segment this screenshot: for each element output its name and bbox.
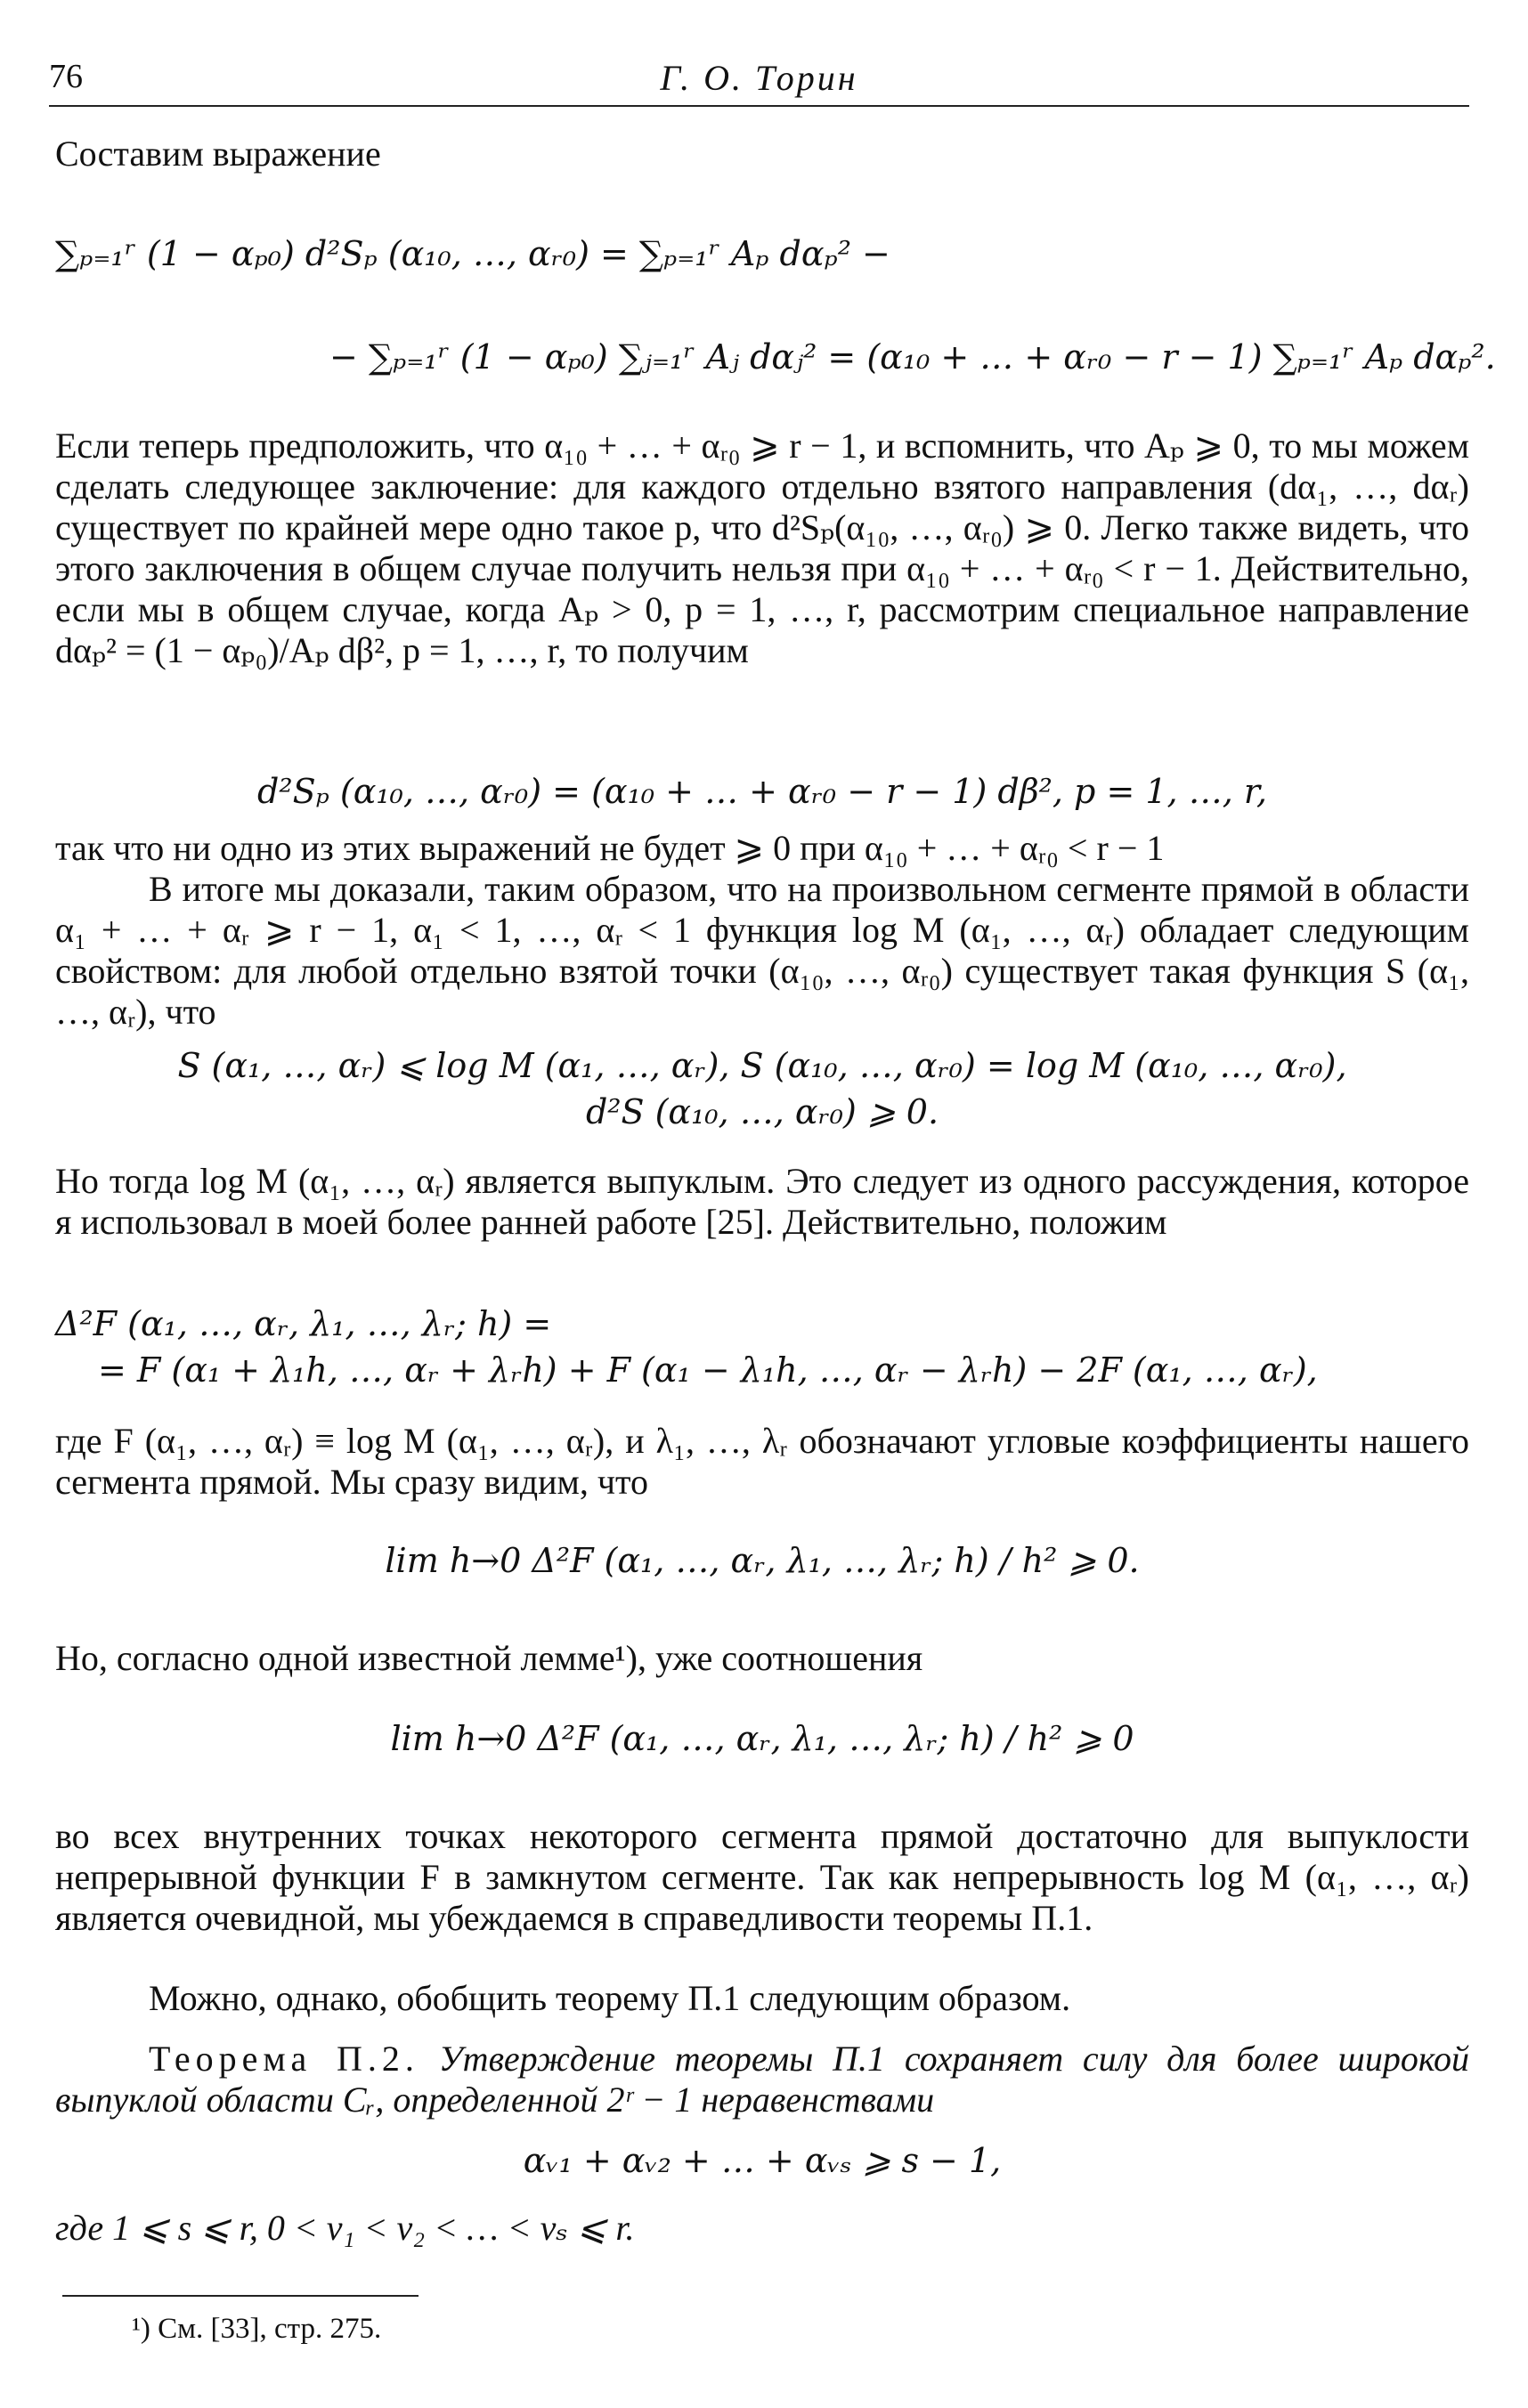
equation-2: d²Sₚ (α₁₀, …, αᵣ₀) = (α₁₀ + … + αᵣ₀ − r − 1) dβ², p = 1, …, r, [257, 772, 1267, 811]
running-title: Г. О. Торин [660, 58, 858, 98]
paragraph-8: Можно, однако, обобщить теорему П.1 следующим образом. [149, 1978, 1071, 2018]
running-header [49, 52, 1469, 107]
paragraph-5: где F (α₁, …, αᵣ) ≡ log M (α₁, …, αᵣ), и λ₁, …, λᵣ обозначают угловые коэффициенты нашего сегмента прямой. Мы сразу видим, что [55, 1421, 1469, 1502]
equation-1-line-2: − ∑ₚ₌₁ʳ (1 − αₚ₀) ∑ⱼ₌₁ʳ Aⱼ dαⱼ² = (α₁₀ + … + αᵣ₀ − r − 1) ∑ₚ₌₁ʳ Aₚ dαₚ². [329, 337, 1496, 377]
theorem-label: Теорема П.2. [149, 2039, 419, 2079]
theorem-block [55, 2039, 1469, 2120]
footnote: ¹) См. [33], стр. 275. [132, 2313, 382, 2345]
paragraph-7: во всех внутренних точках некоторого сегмента прямой достаточно для выпуклости непрерывной функции F в замкнутом сегменте. Так как непрерывность log M (α₁, …, αᵣ) является очевидной, мы убеждаемся в справедливости теоремы П.1. [55, 1816, 1469, 1938]
equation-4-line-2: = F (α₁ + λ₁h, …, αᵣ + λᵣh) + F (α₁ − λ₁h, …, αᵣ − λᵣh) − 2F (α₁, …, αᵣ), [98, 1350, 1318, 1390]
footnote-rule [62, 2295, 419, 2297]
theorem-text: Утверждение теоремы П.1 сохраняет силу для более широкой выпуклой области Cᵣ, определенной 2ʳ − 1 неравенствами [55, 2039, 1470, 2120]
paragraph-2: так что ни одно из этих выражений не будет ⩾ 0 при α₁₀ + … + αᵣ₀ < r − 1 [55, 828, 1165, 868]
paragraph-1: Если теперь предположить, что α₁₀ + … + αᵣ₀ ⩾ r − 1, и вспомнить, что Aₚ ⩾ 0, то мы можем сделать следующее заключение: для каждого отдельно взятого направления (dα₁, …, dαᵣ) существует по крайней мере одно такое p, что d²Sₚ(α₁₀, …, αᵣ₀) ⩾ 0. Легко также видеть, что этого заключения в общем случае получить нельзя при α₁₀ + … + αᵣ₀ < r − 1. Действительно, если мы в общем случае, когда Aₚ > 0, p = 1, …, r, рассмотрим специальное направление dαₚ² = (1 − αₚ₀)/Aₚ dβ², p = 1, …, r, то получим [55, 426, 1469, 670]
paragraph-6: Но, согласно одной известной лемме¹), уже соотношения [55, 1638, 923, 1678]
paragraph-9: где 1 ⩽ s ⩽ r, 0 < ν₁ < ν₂ < … < νₛ ⩽ r. [55, 2208, 635, 2248]
page-number: 76 [49, 58, 83, 95]
equation-5: lim h→0 Δ²F (α₁, …, αᵣ, λ₁, …, λᵣ; h) / h² ⩾ 0. [385, 1541, 1140, 1580]
equation-1-line-1: ∑ₚ₌₁ʳ (1 − αₚ₀) d²Sₚ (α₁₀, …, αᵣ₀) = ∑ₚ₌₁ʳ Aₚ dαₚ² − [55, 234, 890, 273]
equation-4-line-1: Δ²F (α₁, …, αᵣ, λ₁, …, λᵣ; h) = [55, 1304, 552, 1343]
equation-3-line-1: S (α₁, …, αᵣ) ⩽ log M (α₁, …, αᵣ), S (α₁₀, …, αᵣ₀) = log M (α₁₀, …, αᵣ₀), [177, 1046, 1347, 1085]
equation-3-line-2: d²S (α₁₀, …, αᵣ₀) ⩾ 0. [585, 1092, 939, 1131]
equation-6: lim h→0 Δ²F (α₁, …, αᵣ, λ₁, …, λᵣ; h) / h² ⩾ 0 [390, 1719, 1134, 1758]
paragraph-3: В итоге мы доказали, таким образом, что на произвольном сегменте прямой в области α₁ + … + αᵣ ⩾ r − 1, α₁ < 1, …, αᵣ < 1 функция log M (α₁, …, αᵣ) обладает следующим свойством: для любой отдельно взятой точки (α₁₀, …, αᵣ₀) существует такая функция S (α₁, …, αᵣ), что [55, 869, 1469, 1032]
equation-7: αᵥ₁ + αᵥ₂ + … + αᵥₛ ⩾ s − 1, [523, 2141, 1002, 2180]
paragraph-4: Но тогда log M (α₁, …, αᵣ) является выпуклым. Это следует из одного рассуждения, которое я использовал в моей более ранней работе [25]. Действительно, положим [55, 1161, 1469, 1242]
paragraph-intro: Составим выражение [55, 134, 381, 174]
